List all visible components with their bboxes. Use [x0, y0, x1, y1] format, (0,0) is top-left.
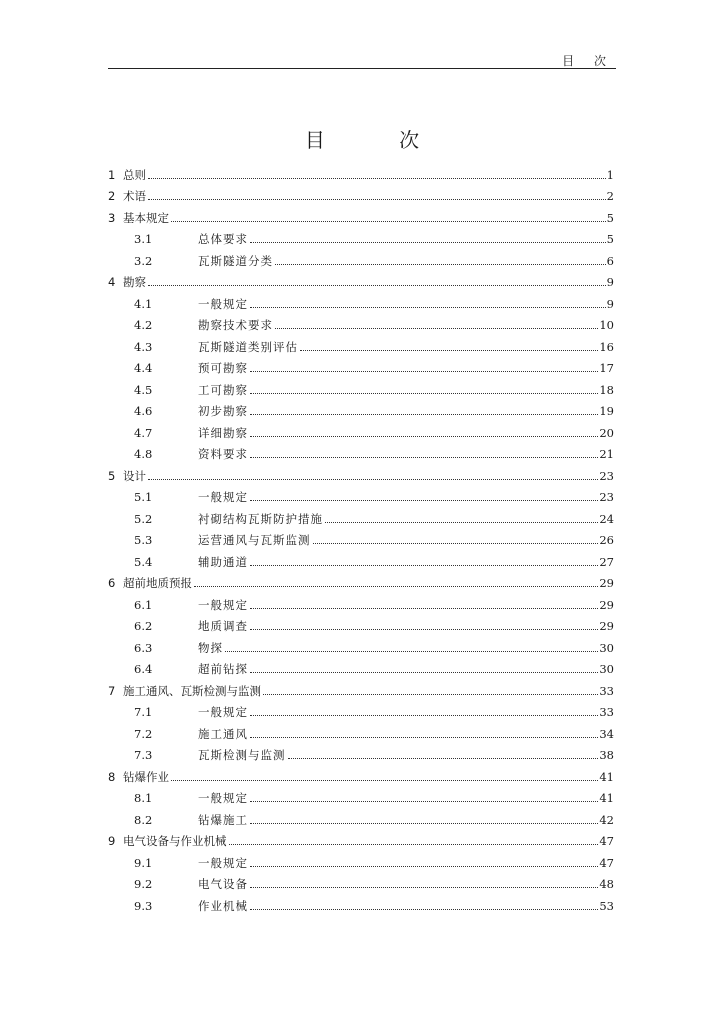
- toc-section-entry[interactable]: [108, 655, 614, 677]
- toc-entry-page: 33: [599, 705, 614, 719]
- toc-entry-number: 7.3: [134, 748, 153, 762]
- toc-entry-title: 一般规定: [198, 490, 248, 504]
- dot-leader: [250, 242, 606, 243]
- toc-section-entry[interactable]: [108, 225, 614, 247]
- toc-entry-title: 运营通风与瓦斯监测: [198, 533, 311, 547]
- toc-entry-number: 8: [108, 769, 116, 784]
- toc-entry-number: 7.1: [134, 705, 153, 719]
- toc-entry-title: 瓦斯检测与监测: [198, 748, 286, 762]
- toc-entry-number: 6.4: [134, 662, 153, 676]
- toc-entry-title: 基本规定: [123, 210, 169, 225]
- toc-section-entry[interactable]: [108, 526, 614, 548]
- toc-entry-number: 4: [108, 275, 116, 289]
- toc-entry-title: 术语: [123, 189, 146, 203]
- toc-entry-page: 27: [599, 554, 614, 569]
- toc-section-entry[interactable]: [108, 612, 614, 634]
- dot-leader: [250, 457, 598, 458]
- toc-entry-number: 9: [108, 834, 116, 848]
- toc-entry-page: 20: [599, 425, 614, 440]
- toc-entry-page: 2: [606, 189, 614, 203]
- toc-entry-page: 16: [599, 339, 614, 354]
- dot-leader: [250, 565, 598, 566]
- toc-chapter-entry[interactable]: [108, 762, 614, 784]
- toc-section-entry[interactable]: [108, 741, 614, 763]
- dot-leader: [148, 178, 606, 179]
- toc-entry-page: 30: [599, 662, 614, 676]
- toc-section-entry[interactable]: [108, 698, 614, 720]
- toc-entry-number: 5: [108, 468, 116, 483]
- toc-entry-number: 4.7: [134, 425, 153, 440]
- dot-leader: [250, 909, 598, 910]
- toc-entry-title: 工可勘察: [198, 382, 248, 397]
- dot-leader: [250, 371, 598, 372]
- dot-leader: [250, 414, 598, 415]
- toc-section-entry[interactable]: [108, 590, 614, 612]
- dot-leader: [250, 887, 598, 888]
- dot-leader: [148, 199, 606, 200]
- dot-leader: [229, 844, 599, 845]
- toc-entry-number: 3.1: [134, 232, 153, 246]
- toc-entry-number: 7: [108, 683, 116, 698]
- toc-entry-number: 3.2: [134, 253, 153, 268]
- dot-leader: [148, 285, 606, 286]
- toc-entry-page: 6: [606, 253, 614, 268]
- toc-section-entry[interactable]: [108, 633, 614, 655]
- toc-chapter-entry[interactable]: [108, 827, 614, 849]
- table-of-contents: [108, 160, 614, 913]
- toc-section-entry[interactable]: [108, 397, 614, 419]
- toc-section-entry[interactable]: [108, 375, 614, 397]
- toc-entry-page: 29: [599, 597, 614, 612]
- toc-entry-page: 19: [599, 404, 614, 418]
- toc-entry-page: 26: [599, 533, 614, 547]
- dot-leader: [250, 608, 598, 609]
- toc-entry-title: 总则: [123, 167, 146, 182]
- toc-entry-title: 一般规定: [198, 855, 248, 870]
- running-header: 目 次: [562, 54, 614, 68]
- toc-section-entry[interactable]: [108, 891, 614, 913]
- toc-entry-title: 施工通风、瓦斯检测与监测: [123, 683, 261, 698]
- toc-chapter-entry[interactable]: [108, 203, 614, 225]
- dot-leader: [171, 780, 598, 781]
- toc-entry-number: 5.4: [134, 554, 153, 569]
- toc-section-entry[interactable]: [108, 805, 614, 827]
- toc-entry-title: 总体要求: [198, 232, 248, 246]
- dot-leader: [250, 866, 598, 867]
- toc-entry-title: 作业机械: [198, 898, 248, 913]
- toc-entry-page: 47: [599, 834, 614, 848]
- dot-leader: [250, 801, 598, 802]
- toc-entry-title: 初步勘察: [198, 404, 248, 418]
- toc-entry-page: 1: [606, 167, 614, 182]
- toc-entry-page: 41: [599, 791, 614, 805]
- toc-entry-page: 53: [599, 898, 614, 913]
- toc-entry-title: 一般规定: [198, 705, 248, 719]
- dot-leader: [250, 393, 598, 394]
- toc-entry-number: 5.2: [134, 511, 153, 526]
- toc-entry-number: 5.1: [134, 490, 153, 504]
- toc-entry-number: 6.3: [134, 640, 153, 655]
- toc-entry-title: 一般规定: [198, 296, 248, 311]
- toc-section-entry[interactable]: [108, 246, 614, 268]
- dot-leader: [250, 500, 598, 501]
- toc-entry-title: 预可勘察: [198, 361, 248, 375]
- toc-entry-number: 4.5: [134, 382, 153, 397]
- toc-chapter-entry[interactable]: [108, 569, 614, 591]
- toc-entry-title: 勘察: [123, 275, 146, 289]
- toc-entry-number: 9.1: [134, 855, 153, 870]
- toc-entry-page: 41: [599, 769, 614, 784]
- toc-section-entry[interactable]: [108, 332, 614, 354]
- dot-leader: [250, 436, 598, 437]
- dot-leader: [275, 264, 606, 265]
- toc-entry-number: 6.1: [134, 597, 153, 612]
- toc-entry-page: 38: [599, 748, 614, 762]
- toc-chapter-entry[interactable]: [108, 676, 614, 698]
- toc-entry-number: 8.2: [134, 812, 153, 827]
- toc-entry-page: 30: [599, 640, 614, 655]
- toc-entry-title: 衬砌结构瓦斯防护措施: [198, 511, 323, 526]
- toc-entry-title: 辅助通道: [198, 554, 248, 569]
- dot-leader: [275, 328, 598, 329]
- toc-chapter-entry[interactable]: [108, 160, 614, 182]
- toc-entry-number: 4.3: [134, 339, 153, 354]
- dot-leader: [194, 586, 598, 587]
- toc-entry-number: 2: [108, 189, 116, 203]
- toc-section-entry[interactable]: [108, 848, 614, 870]
- toc-entry-title: 详细勘察: [198, 425, 248, 440]
- toc-entry-number: 4.4: [134, 361, 153, 375]
- toc-entry-number: 6: [108, 576, 116, 590]
- dot-leader: [250, 672, 598, 673]
- toc-entry-title: 超前地质预报: [123, 576, 192, 590]
- toc-section-entry[interactable]: [108, 719, 614, 741]
- toc-entry-page: 29: [599, 619, 614, 633]
- toc-entry-title: 地质调查: [198, 619, 248, 633]
- toc-entry-page: 42: [599, 812, 614, 827]
- dot-leader: [250, 629, 598, 630]
- dot-leader: [263, 694, 598, 695]
- toc-entry-title: 瓦斯隧道分类: [198, 253, 273, 268]
- toc-entry-title: 电气设备与作业机械: [123, 834, 227, 848]
- dot-leader: [250, 737, 598, 738]
- toc-entry-page: 5: [606, 232, 614, 246]
- toc-entry-page: 23: [599, 490, 614, 504]
- header-rule: [108, 68, 616, 69]
- toc-entry-page: 48: [599, 877, 614, 891]
- toc-entry-page: 33: [599, 683, 614, 698]
- toc-chapter-entry[interactable]: [108, 461, 614, 483]
- toc-section-entry[interactable]: [108, 311, 614, 333]
- toc-section-entry[interactable]: [108, 547, 614, 569]
- toc-entry-title: 瓦斯隧道类别评估: [198, 339, 298, 354]
- toc-entry-title: 超前钻探: [198, 662, 248, 676]
- toc-entry-number: 7.2: [134, 726, 153, 741]
- toc-entry-page: 24: [599, 511, 614, 526]
- toc-entry-number: 9.2: [134, 877, 153, 891]
- dot-leader: [148, 479, 598, 480]
- toc-entry-title: 物探: [198, 640, 223, 655]
- toc-entry-number: 9.3: [134, 898, 153, 913]
- toc-entry-page: 10: [599, 318, 614, 332]
- toc-entry-number: 1: [108, 167, 116, 182]
- toc-section-entry[interactable]: [108, 870, 614, 892]
- dot-leader: [313, 543, 599, 544]
- toc-entry-page: 17: [599, 361, 614, 375]
- toc-entry-page: 47: [599, 855, 614, 870]
- dot-leader: [325, 522, 598, 523]
- dot-leader: [250, 307, 606, 308]
- toc-entry-number: 5.3: [134, 533, 153, 547]
- toc-entry-page: 23: [599, 468, 614, 483]
- toc-entry-number: 4.2: [134, 318, 153, 332]
- toc-entry-title: 一般规定: [198, 791, 248, 805]
- dot-leader: [288, 758, 599, 759]
- toc-entry-title: 钻爆施工: [198, 812, 248, 827]
- toc-entry-number: 4.8: [134, 447, 153, 461]
- toc-entry-title: 一般规定: [198, 597, 248, 612]
- toc-entry-page: 18: [599, 382, 614, 397]
- toc-entry-title: 钻爆作业: [123, 769, 169, 784]
- toc-section-entry[interactable]: [108, 289, 614, 311]
- toc-entry-page: 34: [599, 726, 614, 741]
- toc-entry-title: 设计: [123, 468, 146, 483]
- toc-section-entry[interactable]: [108, 440, 614, 462]
- dot-leader: [250, 823, 598, 824]
- toc-entry-number: 8.1: [134, 791, 153, 805]
- toc-chapter-entry[interactable]: [108, 268, 614, 290]
- dot-leader: [225, 651, 598, 652]
- toc-entry-page: 29: [599, 576, 614, 590]
- toc-section-entry[interactable]: [108, 504, 614, 526]
- toc-section-entry[interactable]: [108, 483, 614, 505]
- toc-entry-number: 3: [108, 210, 116, 225]
- toc-section-entry[interactable]: [108, 418, 614, 440]
- toc-entry-number: 6.2: [134, 619, 153, 633]
- dot-leader: [171, 221, 606, 222]
- toc-entry-title: 电气设备: [198, 877, 248, 891]
- toc-entry-number: 4.1: [134, 296, 153, 311]
- toc-entry-page: 21: [599, 447, 614, 461]
- dot-leader: [250, 715, 598, 716]
- page-title: 目 次: [304, 128, 454, 152]
- toc-entry-page: 9: [606, 296, 614, 311]
- toc-entry-title: 资料要求: [198, 447, 248, 461]
- dot-leader: [300, 350, 598, 351]
- toc-entry-number: 4.6: [134, 404, 153, 418]
- toc-entry-title: 勘察技术要求: [198, 318, 273, 332]
- toc-entry-title: 施工通风: [198, 726, 248, 741]
- toc-entry-page: 9: [606, 275, 614, 289]
- toc-section-entry[interactable]: [108, 354, 614, 376]
- toc-section-entry[interactable]: [108, 784, 614, 806]
- toc-chapter-entry[interactable]: [108, 182, 614, 204]
- toc-entry-page: 5: [606, 210, 614, 225]
